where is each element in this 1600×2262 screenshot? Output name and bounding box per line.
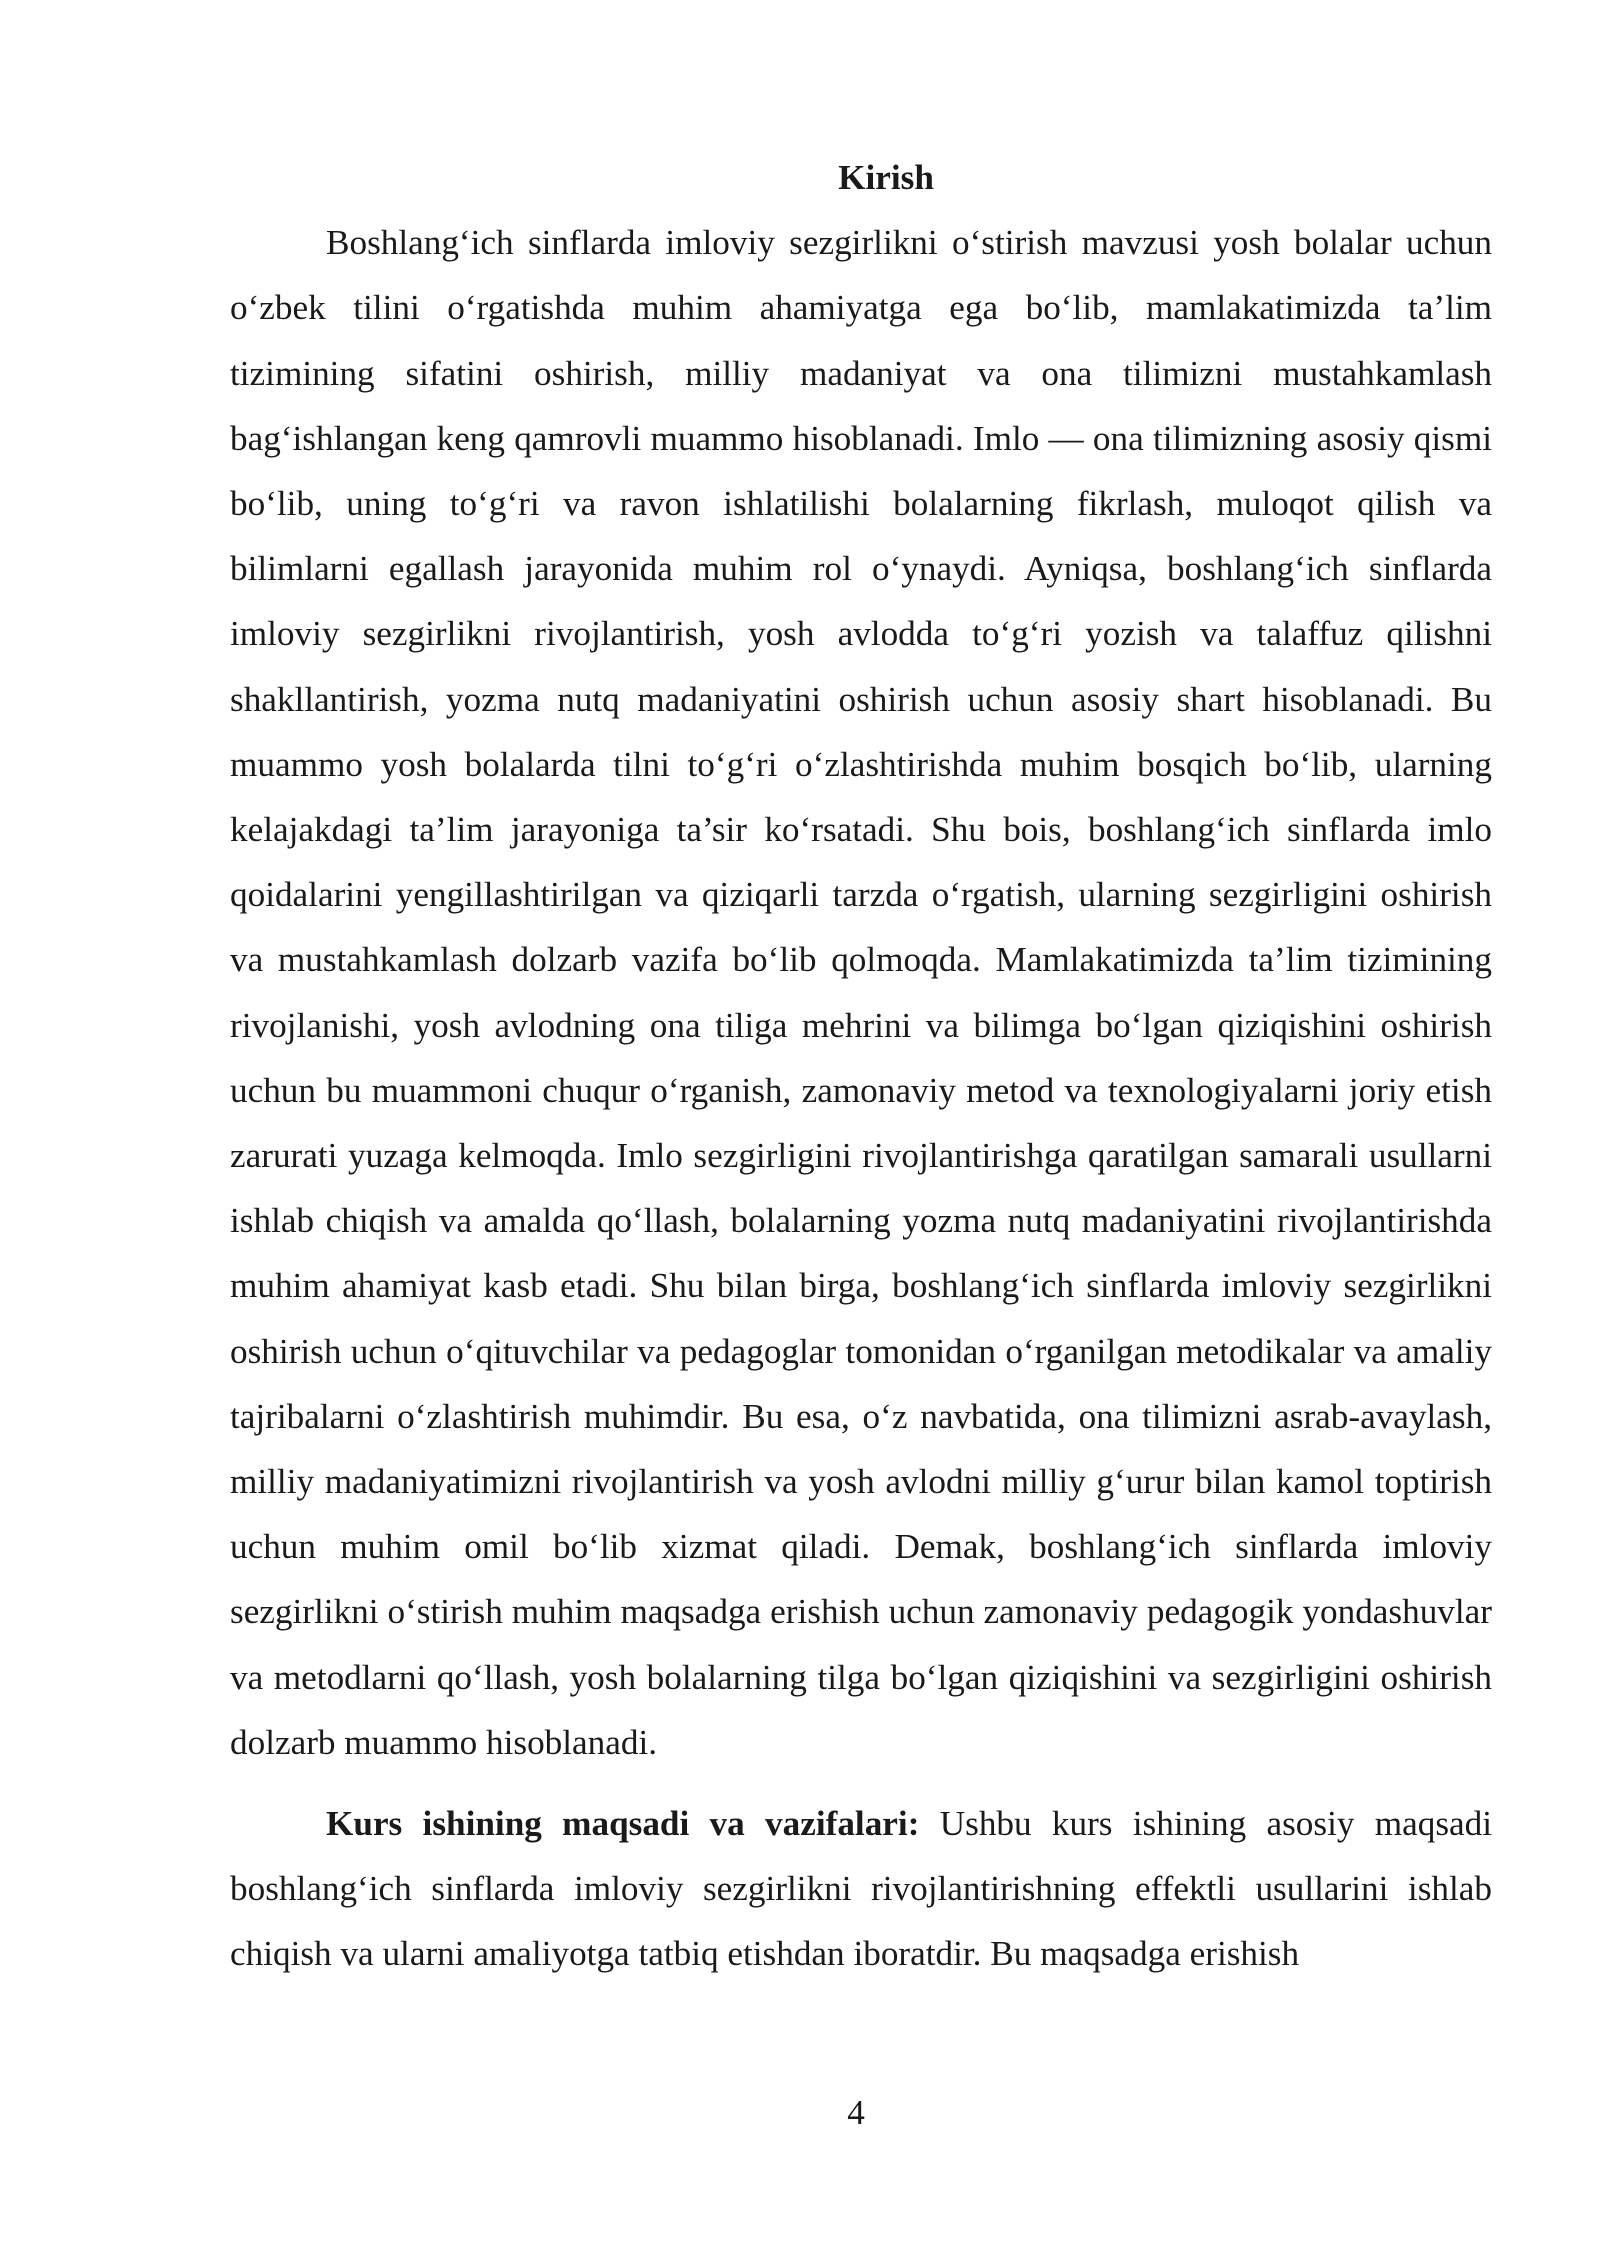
goals-paragraph <box>230 1791 1492 1987</box>
goals-text: Ushbu kurs ishining asosiy maqsadi boshlang‘ich sinflarda imloviy sezgirlikni rivojlantirishning effektli usullarini ishlab chiqish va ularni amaliyotga tatbiq etishdan iboratdir. Bu maqsadga erishish <box>230 1804 1492 1974</box>
section-heading: Kirish <box>838 158 934 197</box>
document-page <box>230 145 1492 1987</box>
page-number: 4 <box>847 2093 865 2132</box>
goals-lead: Kurs ishining maqsadi va vazifalari: <box>326 1804 920 1844</box>
intro-paragraph: Boshlang‘ich sinflarda imloviy sezgirlikni o‘stirish mavzusi yosh bolalar uchun o‘zbek tilini o‘rgatishda muhim ahamiyatga ega bo‘lib, mamlakatimizda ta’lim tizimining sifatini oshirish, milliy madaniyat va ona tilimizni mustahkamlash bag‘ishlangan keng qamrovli muammo hisoblanadi. Imlo — ona tilimizning asosiy qismi bo‘lib, uning to‘g‘ri va ravon ishlatilishi bolalarning fikrlash, muloqot qilish va bilimlarni egallash jarayonida muhim rol o‘ynaydi. Ayniqsa, boshlang‘ich sinflarda imloviy sezgirlikni rivojlantirish, yosh avlodda to‘g‘ri yozish va talaffuz qilishni shakllantirish, yozma nutq madaniyatini oshirish uchun asosiy shart hisoblanadi. Bu muammo yosh bolalarda tilni to‘g‘ri o‘zlashtirishda muhim bosqich bo‘lib, ularning kelajakdagi ta’lim jarayoniga ta’sir ko‘rsatadi. Shu bois, boshlang‘ich sinflarda imlo qoidalarini yengillashtirilgan va qiziqarli tarzda o‘rgatish, ularning sezgirligini oshirish va mustahkamlash dolzarb vazifa bo‘lib qolmoqda. Mamlakatimizda ta’lim tizimining rivojlanishi, yosh avlodning ona tiliga mehrini va bilimga bo‘lgan qiziqishini oshirish uchun bu muammoni chuqur o‘rganish, zamonaviy metod va texnologiyalarni joriy etish zarurati yuzaga kelmoqda. Imlo sezgirligini rivojlantirishga qaratilgan samarali usullarni ishlab chiqish va amalda qo‘llash, bolalarning yozma nutq madaniyatini rivojlantirishda muhim ahamiyat kasb etadi. Shu bilan birga, boshlang‘ich sinflarda imloviy sezgirlikni oshirish uchun o‘qituvchilar va pedagoglar tomonidan o‘rganilgan metodikalar va amaliy tajribalarni o‘zlashtirish muhimdir. Bu esa, o‘z navbatida, ona tilimizni asrab-avaylash, milliy madaniyatimizni rivojlantirish va yosh avlodni milliy g‘urur bilan kamol toptirish uchun muhim omil bo‘lib xizmat qiladi. Demak, boshlang‘ich sinflarda imloviy sezgirlikni o‘stirish muhim maqsadga erishish uchun zamonaviy pedagogik yondashuvlar va metodlarni qo‘llash, yosh bolalarning tilga bo‘lgan qiziqishini va sezgirligini oshirish dolzarb muammo hisoblanadi. <box>230 223 1492 1762</box>
